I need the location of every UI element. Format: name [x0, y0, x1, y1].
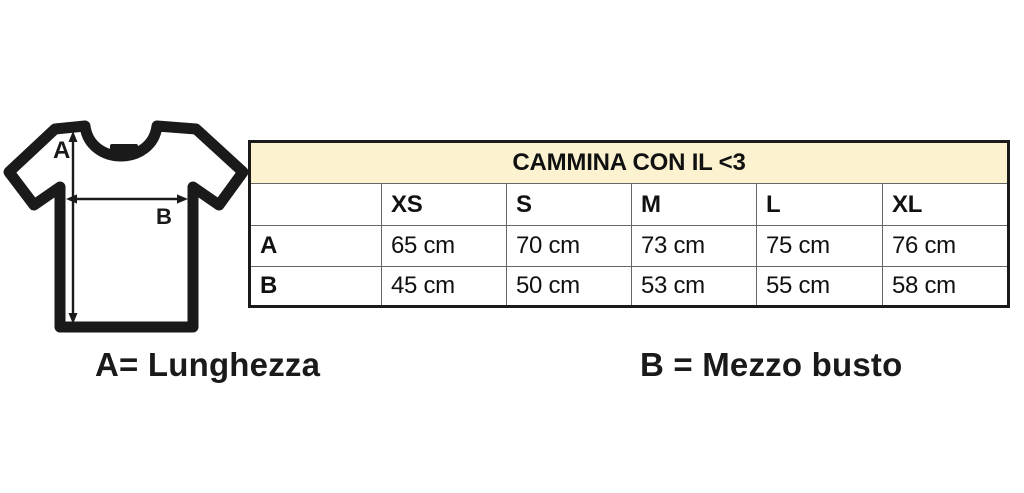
- tshirt-diagram: [0, 110, 250, 350]
- cell-b-l: 55 cm: [757, 267, 883, 307]
- col-header-s: S: [507, 184, 632, 226]
- legend-lunghezza: A= Lunghezza: [95, 346, 321, 383]
- corner-cell: [250, 184, 382, 226]
- cell-a-l: 75 cm: [757, 226, 883, 267]
- row-label-b: B: [250, 267, 382, 307]
- col-header-xl: XL: [883, 184, 1009, 226]
- table-title-row: [250, 142, 1009, 184]
- col-header-m: M: [632, 184, 757, 226]
- diagram-label-a: A: [53, 137, 71, 164]
- cell-a-m: 73 cm: [632, 226, 757, 267]
- tshirt-outline: [9, 126, 243, 327]
- cell-a-s: 70 cm: [507, 226, 632, 267]
- col-header-l: L: [757, 184, 883, 226]
- size-header-row: [250, 184, 1009, 226]
- cell-b-xs: 45 cm: [382, 267, 507, 307]
- table-row-b: [250, 267, 1009, 307]
- row-label-a: A: [250, 226, 382, 267]
- legend-mezzo-busto: B = Mezzo busto: [640, 346, 903, 383]
- cell-b-s: 50 cm: [507, 267, 632, 307]
- collar-tag-icon: [110, 144, 138, 156]
- cell-b-m: 53 cm: [632, 267, 757, 307]
- diagram-label-b: B: [156, 204, 172, 229]
- cell-b-xl: 58 cm: [883, 267, 1009, 307]
- col-header-xs: XS: [382, 184, 507, 226]
- table-row-a: [250, 226, 1009, 267]
- cell-a-xs: 65 cm: [382, 226, 507, 267]
- table-title-cell: CAMMINA CON IL <3: [250, 142, 1009, 184]
- cell-a-xl: 76 cm: [883, 226, 1009, 267]
- size-chart-table: [248, 140, 1010, 308]
